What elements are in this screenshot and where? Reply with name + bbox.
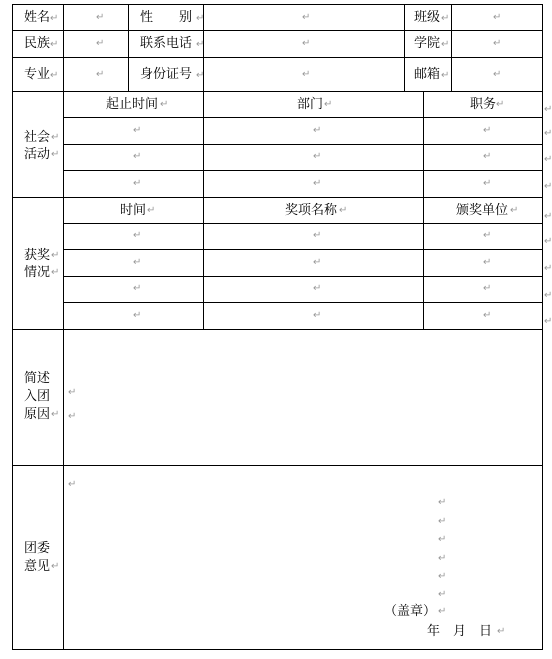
return-mark: ↵ [493,12,502,23]
rule [12,30,543,31]
row-end-mark: ↵ [544,290,552,301]
return-mark: ↵ [96,69,105,80]
return-mark: ↵ [313,125,322,136]
return-mark: ↵ [51,132,60,143]
row-end-mark: ↵ [544,211,552,222]
rule [12,197,543,198]
ethnicity-label: 民族 [24,36,51,51]
return-mark: ↵ [441,70,450,81]
return-mark: ↵ [51,409,60,420]
return-mark: ↵ [68,411,77,422]
committee-section-label: 团委 [24,541,51,556]
return-mark: ↵ [147,205,156,216]
college-label: 学院 [414,36,441,51]
return-mark: ↵ [483,257,492,268]
rule [203,4,204,330]
rule [63,249,543,250]
reason-section-label: 原因 [24,407,51,422]
major-label: 专业 [24,67,51,82]
social-section-label: 社会 [24,130,51,145]
return-mark: ↵ [483,310,492,321]
return-mark: ↵ [483,178,492,189]
return-mark: ↵ [133,151,142,162]
return-mark: ↵ [196,13,205,24]
return-mark: ↵ [133,310,142,321]
return-mark: ↵ [313,151,322,162]
return-mark: ↵ [483,125,492,136]
reason-section-label: 入团 [24,389,51,404]
column-header: 颁奖单位 [456,203,509,218]
return-mark: ↵ [493,69,502,80]
return-mark: ↵ [133,230,142,241]
return-mark: ↵ [438,534,447,545]
committee-section-label: 意见 [24,559,51,574]
rule [12,329,543,330]
row-end-mark: ↵ [544,128,552,139]
row-end-mark: ↵ [544,154,552,165]
return-mark: ↵ [196,39,205,50]
return-mark: ↵ [196,70,205,81]
return-mark: ↵ [50,13,59,24]
return-mark: ↵ [493,38,502,49]
date-text: 年 月 日 [427,624,493,639]
return-mark: ↵ [438,606,447,617]
return-mark: ↵ [50,70,59,81]
column-header: 职务 [470,97,497,112]
return-mark: ↵ [441,13,450,24]
return-mark: ↵ [133,257,142,268]
return-mark: ↵ [483,151,492,162]
row-end-mark: ↵ [544,236,552,247]
return-mark: ↵ [160,99,169,110]
rule [423,91,424,330]
return-mark: ↵ [133,178,142,189]
social-section-label: 活动 [24,147,51,162]
row-end-mark: ↵ [544,104,552,115]
return-mark: ↵ [51,250,60,261]
row-end-mark: ↵ [544,181,552,192]
return-mark: ↵ [50,39,59,50]
return-mark: ↵ [133,283,142,294]
phone-label: 联系电话 [140,36,193,51]
column-header: 时间 [120,203,147,218]
email-label: 邮箱 [414,67,441,82]
return-mark: ↵ [339,205,348,216]
return-mark: ↵ [68,479,77,490]
column-header: 起止时间 [106,97,159,112]
return-mark: ↵ [51,267,60,278]
rule [12,57,543,58]
return-mark: ↵ [313,178,322,189]
rule [63,223,543,224]
seal-text: （盖章） [384,604,437,619]
name-label: 姓名 [24,10,51,25]
return-mark: ↵ [96,38,105,49]
rule [451,4,452,92]
return-mark: ↵ [313,283,322,294]
return-mark: ↵ [313,257,322,268]
return-mark: ↵ [483,230,492,241]
return-mark: ↵ [133,125,142,136]
class-label: 班级 [414,10,441,25]
row-end-mark: ↵ [544,263,552,274]
return-mark: ↵ [438,553,447,564]
return-mark: ↵ [302,38,311,49]
return-mark: ↵ [302,12,311,23]
return-mark: ↵ [483,283,492,294]
return-mark: ↵ [51,149,60,160]
gender-label: 性 别 [140,10,193,25]
rule [63,117,543,118]
rule [12,465,543,466]
awards-section-label: 情况 [24,265,51,280]
return-mark: ↵ [302,69,311,80]
return-mark: ↵ [441,39,450,50]
rule [63,276,543,277]
rule [542,4,543,650]
row-end-mark: ↵ [544,316,552,327]
rule [63,170,543,171]
rule [128,4,129,92]
rule [12,91,543,92]
column-header: 部门 [297,97,324,112]
column-header: 奖项名称 [285,203,338,218]
return-mark: ↵ [96,12,105,23]
return-mark: ↵ [313,230,322,241]
return-mark: ↵ [510,205,519,216]
return-mark: ↵ [324,99,333,110]
return-mark: ↵ [438,589,447,600]
return-mark: ↵ [51,561,60,572]
return-mark: ↵ [313,310,322,321]
id-number-label: 身份证号 [140,67,193,82]
return-mark: ↵ [438,516,447,527]
return-mark: ↵ [438,497,447,508]
awards-section-label: 获奖 [24,248,51,263]
return-mark: ↵ [496,99,505,110]
rule [63,302,543,303]
return-mark: ↵ [68,387,77,398]
rule [63,4,64,650]
return-mark: ↵ [438,571,447,582]
rule [63,144,543,145]
rule [12,4,13,650]
return-mark: ↵ [497,626,506,637]
rule [404,4,405,92]
rule [12,4,543,5]
rule [12,649,543,650]
reason-section-label: 简述 [24,371,51,386]
